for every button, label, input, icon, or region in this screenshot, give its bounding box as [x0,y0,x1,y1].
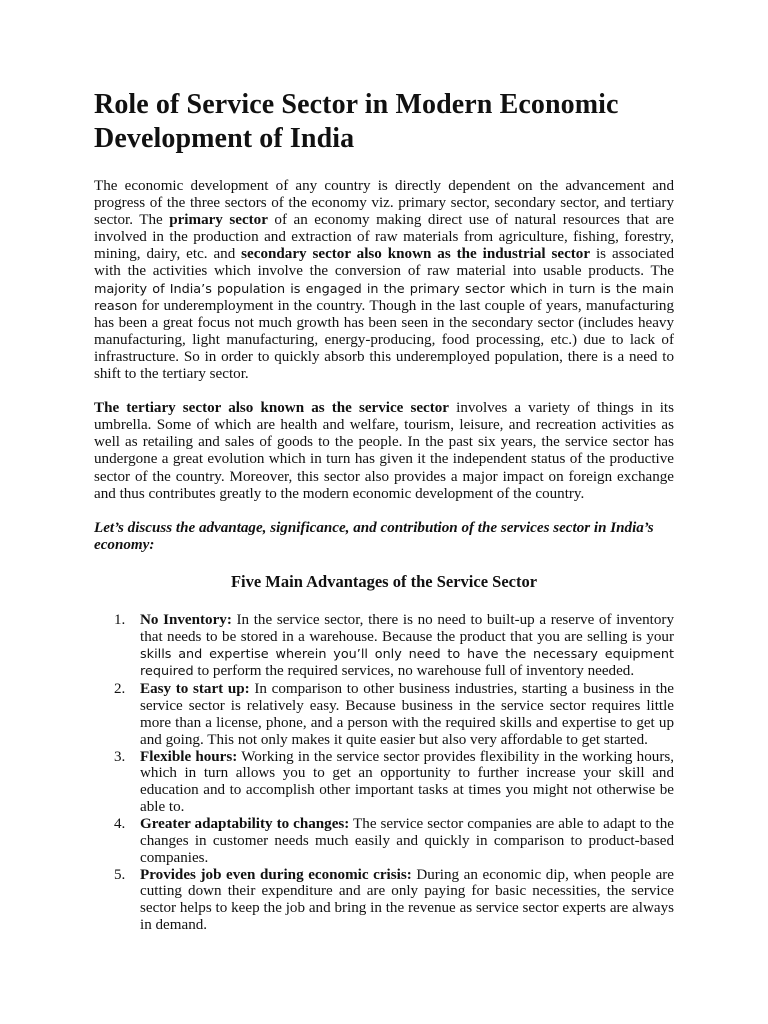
list-item [114,611,674,681]
list-number: 1. [114,611,126,628]
list-number: 2. [114,681,126,698]
list-item [114,681,675,748]
text-span: is associated with the activities which involve the conversion of raw material into usable products. The [94,246,674,280]
item-text: During an economic dip, when people are cutting down their expenditure and are only paying for basic necessities, the service sector helps to keep the job and bring in the revenue as service sector experts are always in demand. [140,866,674,934]
list-number: 4. [114,816,126,832]
bold-term-tertiary: The tertiary sector also known as the service sector [94,400,450,417]
item-text: The service sector companies are able to adapt to the changes in customer needs much easily and quickly in comparison to product-based companies. [140,816,674,866]
list-item [114,748,674,816]
paragraph-tertiary [94,400,674,503]
item-text: Working in the service sector provides flexibility in the working hours, which in turn allows you to get an opportunity to further increase your skill and education and to accomplish other important tasks at times you might not otherwise be able to. [140,748,674,816]
item-heading: Easy to start up: [140,681,250,698]
paragraph-sectors [94,178,674,383]
item-heading: Greater adaptability to changes: [140,816,350,832]
list-number: 5. [114,866,126,883]
text-span: involves a variety of things in its umbrella. Some of which are health and welfare, tourism, leisure, and recreation activities as well as retailing and sales of goods to the people. In the past six years, the service sector has undergone a great evolution which in turn has given it the independent status of the productive sector of the country. Moreover, this sector also provides a major impact on foreign exchange and thus contributes greatly to the modern economic development of the country. [94,400,674,502]
text-span-alt-font: majority of India’s population is engaged in the primary sector which in turn is the main reason [94,281,674,314]
item-heading: Provides job even during economic crisis: [140,866,412,883]
item-text: In comparison to other business industries, starting a business in the service sector is relatively easy. Because business in the service sector requires little more than a license, phone, and a person with the required skills and expertise to get up and going. This not only makes it quite easier but also very affordable to get started. [140,681,675,748]
page-title: Role of Service Sector in Modern Economic Development of India [94,89,619,154]
item-text-tail: to perform the required services, no warehouse full of inventory needed. [193,663,635,680]
bold-term-secondary: secondary sector also known as the industrial sector [241,246,591,263]
item-heading: No Inventory: [140,611,232,628]
text-span: The economic development of any country is directly dependent on the advancement and progress of the three sectors of the economy viz. primary sector, secondary sector, and tertiary sector. The [94,178,674,229]
text-span: for underemployment in the country. Though in the last couple of years, manufacturing has been a great focus not much growth has been seen in the secondary sector (includes heavy manufacturing, light manufacturing, energy-producing, food processing, etc.) due to lack of infrastructure. So in order to quickly absorb this underemployed population, there is a need to shift to the tertiary sector. [94,297,674,383]
item-text: In the service sector, there is no need to built-up a reserve of inventory that needs to be stored in a warehouse. Because the product that you are selling is your [140,611,674,645]
bold-term-primary: primary sector [169,212,268,229]
list-item [114,816,674,867]
list-number: 3. [114,748,126,765]
intro-line: Let’s discuss the advantage, significance, and contribution of the services sector in India’s economy: [94,519,654,553]
text-span: of an economy making direct use of natural resources that are involved in the production and extraction of raw materials from agriculture, fishing, forestry, mining, dairy, etc. and [94,212,674,263]
list-item [114,866,674,934]
item-text-alt-font: skills and expertise wherein you’ll only need to have the necessary equipment required [140,646,674,680]
advantages-list [94,612,674,934]
section-heading: Five Main Advantages of the Service Sector [230,571,538,591]
item-heading: Flexible hours: [140,748,238,765]
